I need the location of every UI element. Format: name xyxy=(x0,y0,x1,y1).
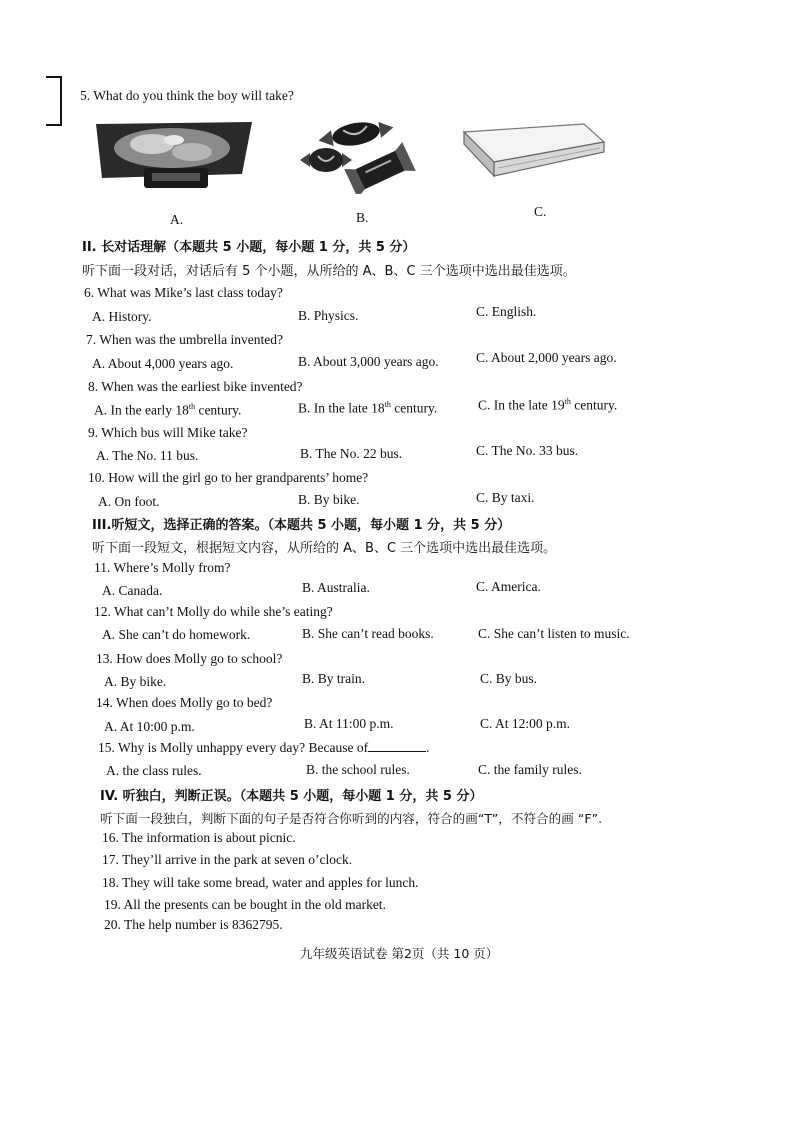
q15-option-b: B. the school rules. xyxy=(306,762,410,777)
q8-option-c: C. In the late 19th century. xyxy=(478,397,618,413)
q13-option-a: A. By bike. xyxy=(104,674,167,689)
q12-option-a: A. She can’t do homework. xyxy=(102,627,251,642)
section-4-title: IV. 听独白，判断正误。（本题共 5 小题，每小题 1 分，共 5 分） xyxy=(100,789,483,804)
q12-option-b: B. She can’t read books. xyxy=(302,626,434,641)
q14-option-c: C. At 12:00 p.m. xyxy=(480,716,571,731)
q6-option-b: B. Physics. xyxy=(298,308,359,323)
q5-option-c: C. xyxy=(534,204,547,219)
q7-option-c: C. About 2,000 years ago. xyxy=(476,350,617,365)
q11-option-a: A. Canada. xyxy=(102,583,163,598)
q11-option-b: B. Australia. xyxy=(302,580,370,595)
statement-19: 19. All the presents can be bought in the old market. xyxy=(104,897,386,912)
question-13: 13. How does Molly go to school? xyxy=(96,651,283,666)
q14-option-a: A. At 10:00 p.m. xyxy=(104,719,195,734)
q5-option-b: B. xyxy=(356,210,369,225)
question-9: 9. Which bus will Mike take? xyxy=(88,425,248,440)
q13-option-b: B. By train. xyxy=(302,671,365,686)
section-4-instruction: 听下面一段独白，判断下面的句子是否符合你听到的内容，符合的画“T”，不符合的画 “F”. xyxy=(100,811,603,826)
q5-option-a: A. xyxy=(170,212,184,227)
q15-option-a: A. the class rules. xyxy=(106,763,202,778)
section-3-title: III.听短文，选择正确的答案。（本题共 5 小题，每小题 1 分，共 5 分） xyxy=(92,518,511,533)
question-15: 15. Why is Molly unhappy every day? Because of . xyxy=(98,740,430,755)
answer-blank xyxy=(368,740,426,752)
q10-option-a: A. On foot. xyxy=(98,494,160,509)
statement-18: 18. They will take some bread, water and apples for lunch. xyxy=(102,875,419,890)
question-12: 12. What can’t Molly do while she’s eating? xyxy=(94,604,333,619)
question-7: 7. When was the umbrella invented? xyxy=(86,332,283,347)
margin-bracket xyxy=(46,76,62,126)
q11-option-c: C. America. xyxy=(476,579,541,594)
statement-16: 16. The information is about picnic. xyxy=(102,830,296,845)
question-5: 5. What do you think the boy will take? xyxy=(80,88,294,103)
q7-option-b: B. About 3,000 years ago. xyxy=(298,354,439,369)
q9-option-b: B. The No. 22 bus. xyxy=(300,446,403,461)
q9-option-c: C. The No. 33 bus. xyxy=(476,443,579,458)
q7-option-a: A. About 4,000 years ago. xyxy=(92,356,234,371)
page-footer: 九年级英语试卷 第2页（共 10 页） xyxy=(300,946,499,961)
question-8: 8. When was the earliest bike invented? xyxy=(88,379,303,394)
q12-option-c: C. She can’t listen to music. xyxy=(478,626,630,641)
candy-image xyxy=(296,120,416,194)
question-14: 14. When does Molly go to bed? xyxy=(96,695,273,710)
section-3-instruction: 听下面一段短文，根据短文内容，从所给的 A、B、C 三个选项中选出最佳选项。 xyxy=(92,541,557,556)
statement-17: 17. They’ll arrive in the park at seven o’clock. xyxy=(102,852,353,867)
q9-option-a: A. The No. 11 bus. xyxy=(96,448,199,463)
q10-option-c: C. By taxi. xyxy=(476,490,535,505)
section-2-title: II. 长对话理解（本题共 5 小题，每小题 1 分，共 5 分） xyxy=(82,240,416,255)
statement-20: 20. The help number is 8362795. xyxy=(104,917,283,932)
bread-image xyxy=(92,118,260,194)
q6-option-c: C. English. xyxy=(476,304,537,319)
question-11: 11. Where’s Molly from? xyxy=(94,560,231,575)
q6-option-a: A. History. xyxy=(92,309,152,324)
book-image xyxy=(458,118,610,194)
q13-option-c: C. By bus. xyxy=(480,671,538,686)
section-2-instruction: 听下面一段对话，对话后有 5 个小题，从所给的 A、B、C 三个选项中选出最佳选项。 xyxy=(82,264,576,279)
question-6: 6. What was Mike’s last class today? xyxy=(84,285,283,300)
q8-option-b: B. In the late 18th century. xyxy=(298,400,438,416)
q8-option-a: A. In the early 18th century. xyxy=(94,402,242,418)
q15-option-c: C. the family rules. xyxy=(478,762,582,777)
q14-option-b: B. At 11:00 p.m. xyxy=(304,716,394,731)
question-10: 10. How will the girl go to her grandparents’ home? xyxy=(88,470,369,485)
q10-option-b: B. By bike. xyxy=(298,492,360,507)
